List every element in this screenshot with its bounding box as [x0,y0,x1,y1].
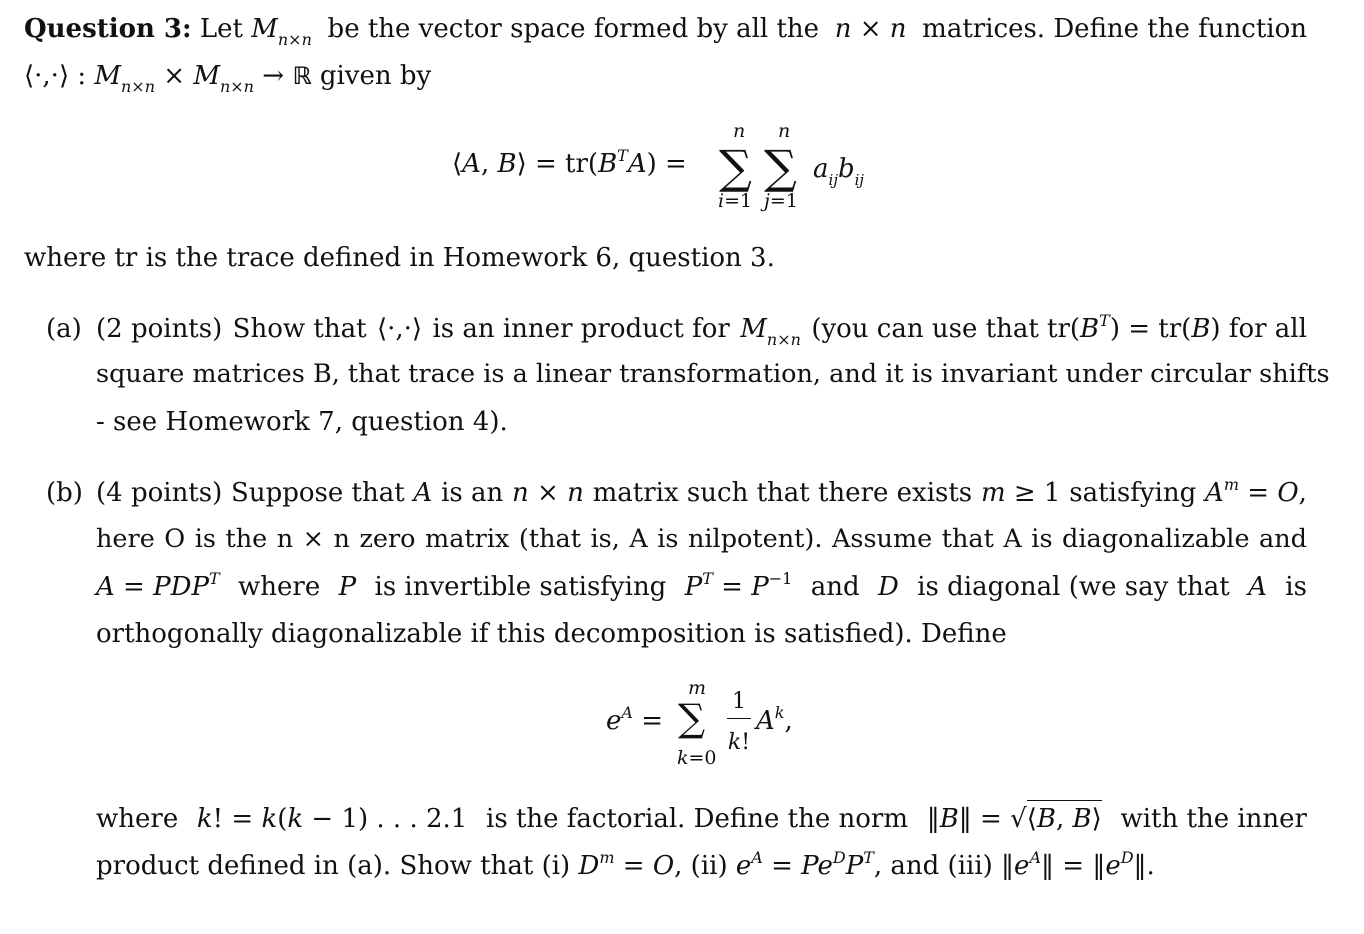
question-where-line: where tr is the trace defined in Homework 6, question 3. [24,243,775,273]
part-a-label: (a) [46,314,82,344]
question-line-2: ⟨·,·⟩ : $M_{n\times n} \times M_{n\times n}$ → ℝ given by [24,61,432,96]
part-b-line-4: orthogonally diagonalizable if this decomposition is satisfied). Define [96,619,1007,649]
part-b-label: (b) [46,478,83,508]
question-intro-2: matrices. Define the function [922,14,1307,44]
part-a-line-2: square matrices B, that trace is a linear transformation, and it is invariant under circular shifts [96,359,1330,389]
part-b-line-6: product defined in (a). Show that (i) $D^m = O$, (ii) $e^A = Pe^DP^T$, and (iii) $‖e^A‖$ = $‖e^D‖$. [96,848,1155,881]
part-b-line-1: (4 points) Suppose that A is an n × n matrix such that there exists m ≥ 1 satisfying $A^m = O$, [96,475,1307,508]
inner-product-equation: ⟨A, B⟩ = $tr(B^TA)$ = n ∑ i=1 n ∑ j=1 $a_{ij}b_{ij}$ [452,120,865,212]
part-b-points: (4 points) [96,478,223,508]
question-line-1: Question 3: Let $M_{n\times n}$ be the vector space formed by all the n × n matrices. Define the function [24,14,1307,49]
matrix-exponential-equation: $e^A$ = m ∑ k=0 1 k! $A^k$, [606,677,793,769]
part-a-line-1: (2 points) Show that ⟨·,·⟩ is an inner product for $M_{n\times n}$ (you can use that $tr(B^T) = tr(B)$ for all [96,311,1307,349]
question-intro-3: given by [319,61,432,91]
part-b-line-2: here O is the n × n zero matrix (that is, A is nilpotent). Assume that A is diagonalizable and [96,524,1307,554]
part-b-line-3: $A = PDP^T$ where P is invertible satisfying $P^T = P^{-1}$ and D is diagonal (we say that A is [96,569,1307,602]
part-a-line-3: - see Homework 7, question 4). [96,407,508,437]
question-label: Question 3: [24,14,192,44]
part-b-line-5: where k! = k(k − 1) . . . 2.1 is the factorial. Define the norm ‖B‖ = √⟨B, B⟩ with the inner [96,806,1307,832]
question-intro-1: be the vector space formed by all the [327,14,820,44]
part-a-points: (2 points) [96,314,223,344]
